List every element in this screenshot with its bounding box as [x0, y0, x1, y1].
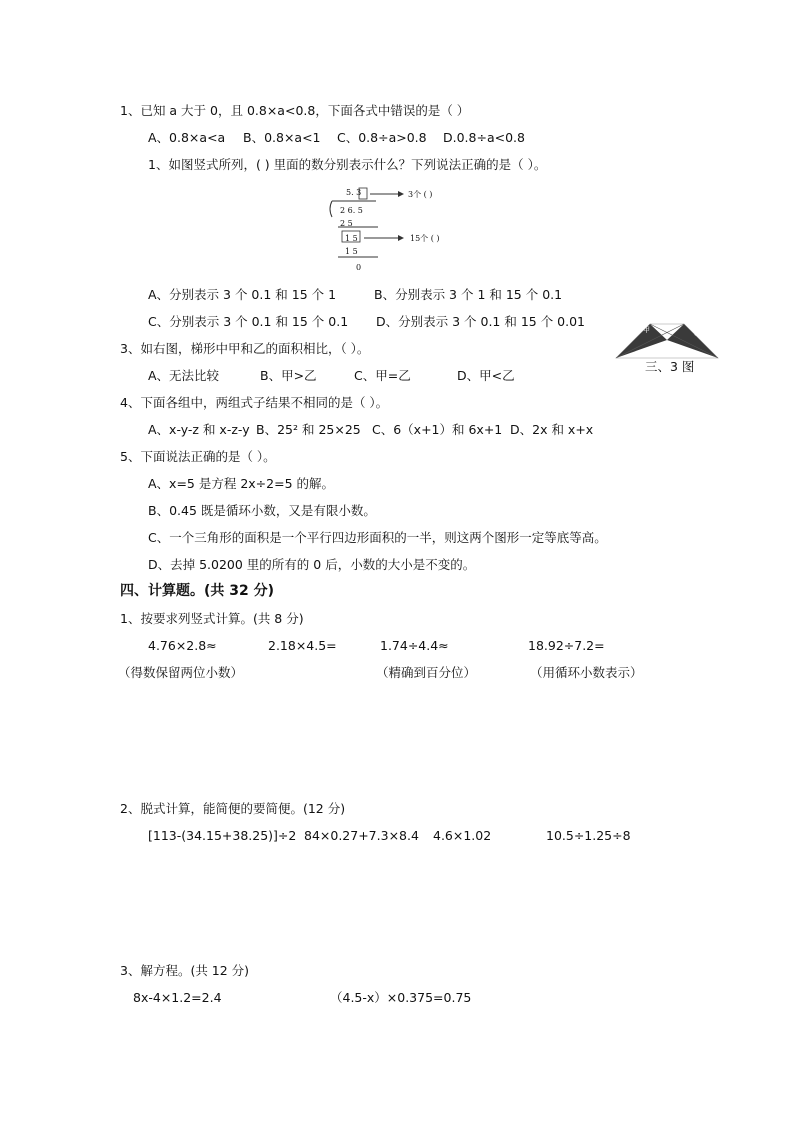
division-label-top: 3个 ( ) — [408, 190, 433, 199]
s4-p1-item-2: 2.18×4.5= — [268, 638, 337, 653]
q1-option-b: B、0.8×a<1 — [243, 130, 321, 145]
q2-option-d: D、分别表示 3 个 0.1 和 15 个 0.01 — [376, 314, 586, 329]
division-step2: 1 5 — [345, 247, 358, 256]
s4-p1-title: 1、按要求列竖式计算。(共 8 分) — [120, 611, 304, 626]
s4-p1-note-3: （用循环小数表示） — [530, 665, 643, 680]
q4-option-d: D、2x 和 x+x — [510, 422, 594, 437]
division-dividend: 2 6. 5 — [340, 206, 363, 215]
q4-stem: 4、下面各组中，两组式子结果不相同的是（ ）。 — [120, 395, 389, 410]
q3-option-c: C、甲=乙 — [354, 368, 411, 383]
trapezoid-caption: 三、3 图 — [645, 359, 695, 374]
q2-option-c: C、分别表示 3 个 0.1 和 15 个 0.1 — [148, 314, 349, 329]
s4-p2-item-2: 84×0.27+7.3×8.4 — [304, 828, 419, 843]
s4-p3-item-1: 8x-4×1.2=2.4 — [133, 990, 222, 1005]
q5-stem: 5、下面说法正确的是（ ）。 — [120, 449, 276, 464]
s4-p2-item-4: 10.5÷1.25÷8 — [546, 828, 631, 843]
s4-p2-item-3: 4.6×1.02 — [433, 828, 492, 843]
trapezoid-label-jia: 甲 — [643, 326, 650, 334]
q1-option-c: C、0.8÷a>0.8 — [337, 130, 427, 145]
q1-option-a: A、0.8×a<a — [148, 130, 226, 145]
s4-p3-title: 3、解方程。(共 12 分) — [120, 963, 250, 978]
division-quotient: 5. 3 — [346, 188, 362, 197]
q5-option-c: C、一个三角形的面积是一个平行四边形面积的一半，则这两个图形一定等底等高。 — [148, 530, 607, 545]
q2-option-b: B、分别表示 3 个 1 和 15 个 0.1 — [374, 287, 563, 302]
s4-p1-item-4: 18.92÷7.2= — [528, 638, 605, 653]
s4-p1-item-3: 1.74÷4.4≈ — [380, 638, 449, 653]
q4-option-a: A、x-y-z 和 x-z-y — [148, 422, 250, 437]
trapezoid-figure — [612, 318, 724, 362]
s4-p2-title: 2、脱式计算，能简便的要简便。(12 分) — [120, 801, 346, 816]
s4-p3-item-2: （4.5-x）×0.375=0.75 — [330, 990, 472, 1005]
q3-stem: 3、如右图，梯形中甲和乙的面积相比，（ ）。 — [120, 341, 370, 356]
division-label-mid: 15个 ( ) — [410, 234, 440, 243]
q2-stem: 1、如图竖式所列，( ) 里面的数分别表示什么？下列说法正确的是（ ）。 — [148, 157, 547, 172]
section4-title: 四、计算题。(共 32 分) — [120, 583, 275, 599]
q4-option-c: C、6（x+1）和 6x+1 — [372, 422, 503, 437]
s4-p1-note-2: （精确到百分位） — [376, 665, 477, 680]
q3-option-b: B、甲>乙 — [260, 368, 317, 383]
s4-p1-note-1: （得数保留两位小数） — [118, 665, 244, 680]
division-step1: 2 5 — [340, 219, 353, 228]
q2-option-a: A、分别表示 3 个 0.1 和 15 个 1 — [148, 287, 337, 302]
q3-option-a: A、无法比较 — [148, 368, 220, 383]
s4-p1-item-1: 4.76×2.8≈ — [148, 638, 217, 653]
q5-option-d: D、去掉 5.0200 里的所有的 0 后，小数的大小是不变的。 — [148, 557, 476, 572]
q3-option-d: D、甲<乙 — [457, 368, 515, 383]
s4-p2-item-1: [113-(34.15+38.25)]÷2 — [148, 828, 297, 843]
division-result: 0 — [356, 263, 362, 272]
trapezoid-label-yi: 乙 — [694, 329, 701, 337]
q1-stem: 1、已知 a 大于 0，且 0.8×a<0.8，下面各式中错误的是（ ） — [120, 103, 470, 118]
q5-option-b: B、0.45 既是循环小数，又是有限小数。 — [148, 503, 376, 518]
q5-option-a: A、x=5 是方程 2x÷2=5 的解。 — [148, 476, 334, 491]
q4-option-b: B、25² 和 25×25 — [256, 422, 361, 437]
q1-option-d: D.0.8÷a<0.8 — [443, 130, 525, 145]
division-boxed-remainder: 1 5 — [345, 234, 358, 243]
